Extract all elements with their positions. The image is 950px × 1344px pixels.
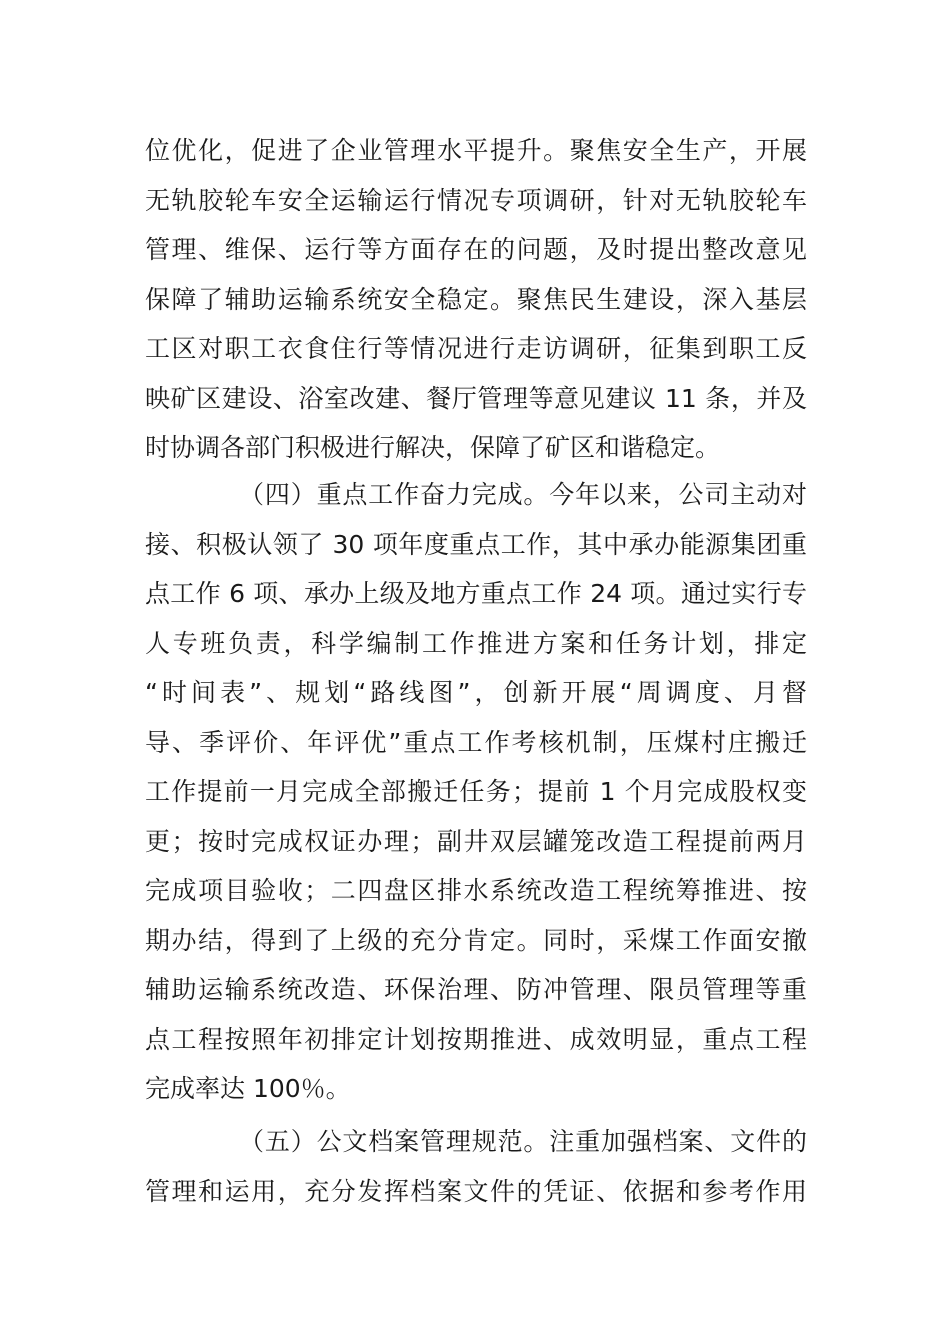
text-line: 接、积极认领了 30 项年度重点工作，其中承办能源集团重 bbox=[145, 529, 807, 559]
text-line: 期办结，得到了上级的充分肯定。同时，采煤工作面安撤 bbox=[145, 925, 807, 955]
text-line: 工区对职工衣食住行等情况进行走访调研，征集到职工反 bbox=[145, 334, 807, 363]
paragraph-2 bbox=[145, 470, 807, 1114]
paragraph-1 bbox=[145, 126, 807, 473]
text-line: 点工程按照年初排定计划按期推进、成效明显，重点工程 bbox=[145, 1024, 807, 1054]
text-line: 更；按时完成权证办理；副井双层罐笼改造工程提前两月 bbox=[145, 826, 807, 856]
text-line: 位优化，促进了企业管理水平提升。聚焦安全生产，开展 bbox=[145, 136, 807, 165]
text-line: 保障了辅助运输系统安全稳定。聚焦民生建设，深入基层 bbox=[145, 284, 807, 314]
text-line: 管理、维保、运行等方面存在的问题，及时提出整改意见 bbox=[145, 235, 807, 264]
text-line: 工作提前一月完成全部搬迁任务；提前 1 个月完成股权变 bbox=[145, 777, 807, 806]
text-line: 映矿区建设、浴室改建、餐厅管理等意见建议 11 条，并及 bbox=[145, 383, 807, 413]
text-line: 完成率达 100％。 bbox=[145, 1074, 351, 1103]
text-line: 导、季评价、年评优”重点工作考核机制，压煤村庄搬迁 bbox=[145, 727, 807, 757]
text-line: 点工作 6 项、承办上级及地方重点工作 24 项。通过实行专 bbox=[145, 579, 807, 608]
text-line: 人专班负责，科学编制工作推进方案和任务计划，排定 bbox=[145, 628, 807, 658]
text-line: 时协调各部门积极进行解决，保障了矿区和谐稳定。 bbox=[145, 433, 721, 462]
text-line: “时间表”、规划“路线图”，创新开展“周调度、月督 bbox=[145, 678, 807, 707]
text-line: 无轨胶轮车安全运输运行情况专项调研，针对无轨胶轮车 bbox=[145, 185, 807, 215]
text-line: 辅助运输系统改造、环保治理、防冲管理、限员管理等重 bbox=[145, 975, 807, 1004]
paragraph-heading-line: （四）重点工作奋力完成。今年以来，公司主动对 bbox=[239, 480, 807, 509]
paragraph-3 bbox=[145, 1117, 807, 1216]
text-line: 管理和运用，充分发挥档案文件的凭证、依据和参考作用 bbox=[145, 1176, 807, 1206]
paragraph-heading-line: （五）公文档案管理规范。注重加强档案、文件的 bbox=[239, 1127, 807, 1156]
text-line: 完成项目验收；二四盘区排水系统改造工程统筹推进、按 bbox=[145, 876, 807, 905]
